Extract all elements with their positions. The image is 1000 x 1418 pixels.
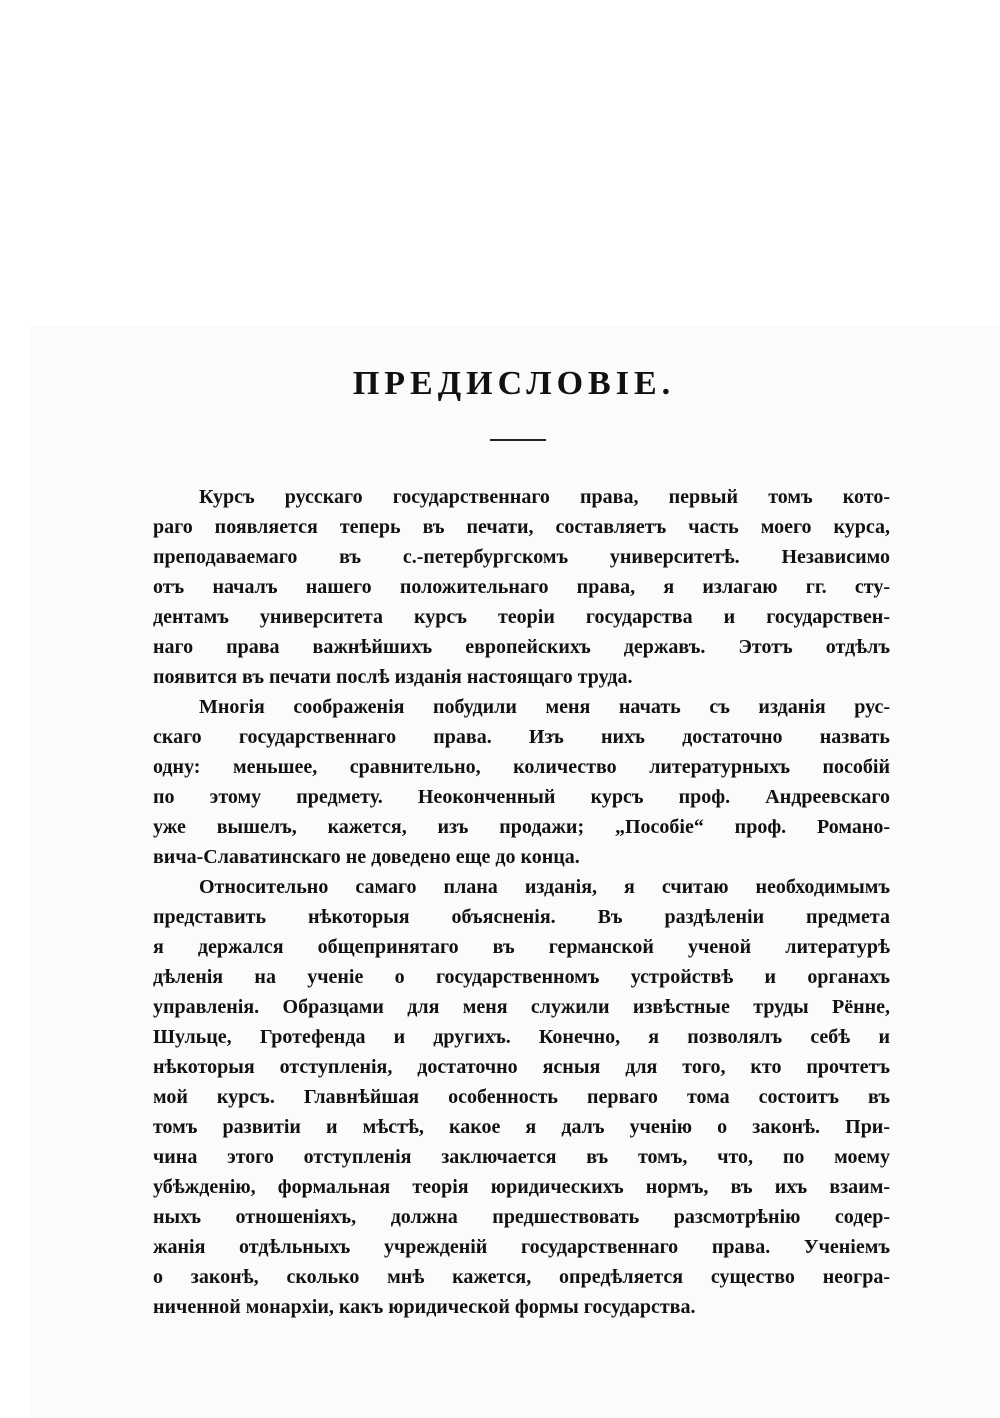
text-line: по этому предмету. Неоконченный курсъ проф. Андреевскаго [153, 786, 890, 808]
text-line: Курсъ русскаго государственнаго права, первый томъ кото- [199, 486, 890, 508]
text-line: убѣжденію, формальная теорія юридическихъ нормъ, въ ихъ взаим- [153, 1176, 890, 1198]
text-line: преподаваемаго въ с.-петербургскомъ университетѣ. Независимо [153, 546, 890, 568]
text-line: Многія соображенія побудили меня начать съ изданія рус- [199, 696, 890, 718]
title-divider [490, 439, 546, 441]
text-line: чина этого отступленія заключается въ томъ, что, по моему [153, 1146, 890, 1168]
text-line: мой курсъ. Главнѣйшая особенность перваго тома состоитъ въ [153, 1086, 890, 1108]
text-line: управленія. Образцами для меня служили извѣстные труды Рённе, [153, 996, 890, 1018]
text-line: раго появляется теперь въ печати, составляетъ часть моего курса, [153, 516, 890, 538]
page-title: ПРЕДИСЛОВІЕ. [352, 365, 676, 402]
text-line: ниченной монархіи, какъ юридической формы государства. [153, 1296, 696, 1318]
text-line: дентамъ университета курсъ теоріи государства и государствен- [153, 606, 890, 628]
text-line: я держался общепринятаго въ германской ученой литературѣ [153, 936, 890, 958]
text-line: уже вышелъ, кажется, изъ продажи; „Пособіе“ проф. Романо- [153, 816, 890, 838]
text-line: о законѣ, сколько мнѣ кажется, опредѣляется существо неогра- [153, 1266, 890, 1288]
text-line: вича-Славатинскаго не доведено еще до конца. [153, 846, 580, 868]
body-text [153, 482, 890, 1322]
text-line: Шульце, Гротефенда и другихъ. Конечно, я позволялъ себѣ и [153, 1026, 890, 1048]
text-line: отъ началъ нашего положительнаго права, я излагаю гг. сту- [153, 576, 890, 598]
text-line: жанія отдѣльныхъ учрежденій государственнаго права. Ученіемъ [153, 1236, 890, 1258]
text-line: ныхъ отношеніяхъ, должна предшествовать разсмотрѣнію содер- [153, 1206, 890, 1228]
text-line: одну: меньшее, сравнительно, количество литературныхъ пособій [153, 756, 890, 778]
text-line: появится въ печати послѣ изданія настоящаго труда. [153, 666, 633, 688]
text-line: Относительно самаго плана изданія, я считаю необходимымъ [199, 876, 890, 898]
text-line: представить нѣкоторыя объясненія. Въ раздѣленіи предмета [153, 906, 890, 928]
text-line: томъ развитіи и мѣстѣ, какое я далъ ученію о законѣ. При- [153, 1116, 890, 1138]
text-line: нѣкоторыя отступленія, достаточно ясныя для того, кто прочтетъ [153, 1056, 890, 1078]
text-line: наго права важнѣйшихъ европейскихъ державъ. Этотъ отдѣлъ [153, 636, 890, 658]
text-line: скаго государственнаго права. Изъ нихъ достаточно назвать [153, 726, 890, 748]
text-line: дѣленія на ученіе о государственномъ устройствѣ и органахъ [153, 966, 890, 988]
